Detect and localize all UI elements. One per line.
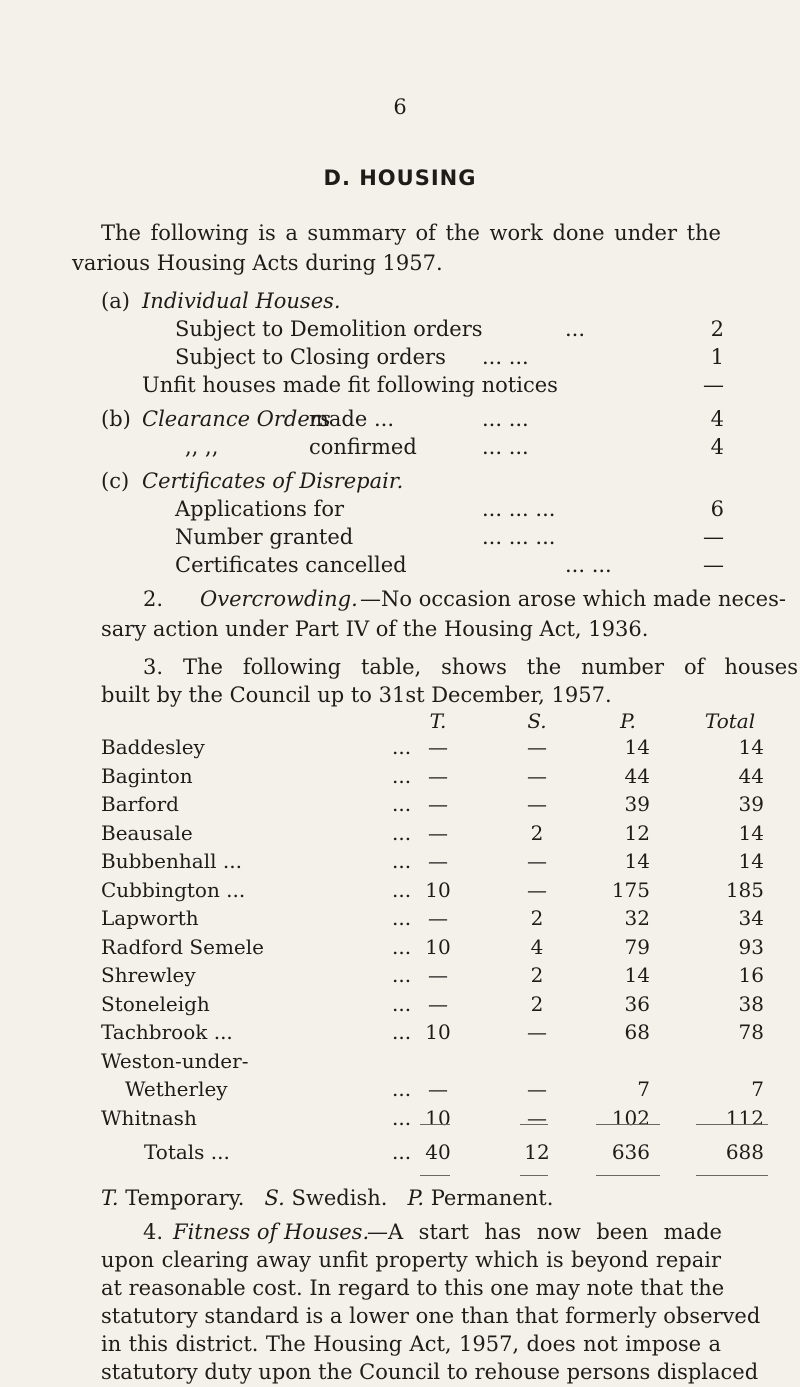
rule (520, 1124, 548, 1125)
cell-temporary: — (428, 1077, 448, 1101)
cell-permanent: 32 (624, 906, 650, 930)
cell-permanent: 175 (611, 877, 650, 902)
rule (696, 1175, 768, 1176)
unfit-houses-label: Unfit houses made fit following notices (142, 373, 558, 397)
cell-total: 93 (738, 934, 764, 959)
unfit-houses-value: — (703, 373, 724, 397)
rule (596, 1175, 660, 1176)
cell-temporary: — (428, 963, 448, 987)
para-4-number: 4. (143, 1220, 164, 1244)
cell-temporary: 10 (425, 877, 451, 902)
section-c-title: Certificates of Disrepair. (142, 469, 404, 493)
totals-temporary: 40 (425, 1140, 451, 1164)
cell-permanent: 68 (624, 1020, 650, 1044)
cell-swedish: 2 (530, 991, 544, 1016)
cell-temporary: — (428, 735, 448, 759)
section-b-label: (b) (101, 407, 131, 431)
ditto-marks: ,, ,, (185, 435, 219, 459)
intro-line-2: various Housing Acts during 1957. (72, 251, 443, 275)
row-name: Stoneleigh (101, 991, 210, 1016)
cell-permanent: 44 (624, 763, 650, 788)
certificates-cancelled-label: Certificates cancelled (175, 553, 407, 577)
leader-dots: ... ... ... (482, 497, 556, 521)
cell-total: 34 (738, 906, 764, 930)
cell-total: 38 (738, 991, 764, 1016)
row-dots: ... (392, 792, 412, 816)
leader-dots: ... ... (482, 345, 529, 369)
row-dots: ... (392, 849, 412, 873)
row-dots: ... (392, 1105, 412, 1130)
cell-swedish: 4 (530, 934, 544, 959)
cell-swedish: — (527, 1020, 547, 1044)
cell-temporary: — (428, 820, 448, 845)
table-legend (101, 1183, 553, 1213)
row-dots: ... (392, 820, 412, 845)
para-4-line-3: at reasonable cost. In regard to this one may note that the (101, 1276, 725, 1300)
cell-total: 39 (738, 792, 764, 816)
legend-s-text: Swedish. (291, 1186, 388, 1210)
cell-permanent: 14 (624, 963, 650, 987)
header-temporary: T. (429, 709, 447, 733)
para-2-line-2: sary action under Part IV of the Housing Act, 1936. (101, 617, 649, 641)
cell-permanent: 14 (624, 849, 650, 873)
cell-total: 14 (738, 735, 764, 759)
cell-total: 16 (738, 963, 764, 987)
rule (420, 1124, 450, 1125)
row-name: Whitnash (101, 1105, 197, 1130)
para-3-line-1: 3. The following table, shows the number of houses (143, 655, 798, 679)
cell-total: 78 (738, 1020, 764, 1044)
clearance-made-label: made ... (309, 407, 395, 431)
para-3-line-2: built by the Council up to 31st December, 1957. (101, 683, 612, 707)
cell-temporary: — (428, 906, 448, 930)
clearance-confirmed-value: 4 (710, 435, 724, 459)
para-4-line-1: —A start has now been made (367, 1220, 722, 1244)
header-total: Total (704, 709, 756, 733)
cell-permanent: 14 (624, 735, 650, 759)
row-name: Radford Semele (101, 934, 264, 959)
totals-permanent: 636 (611, 1140, 650, 1164)
leader-dots: ... ... (565, 553, 612, 577)
cell-swedish: — (527, 877, 547, 902)
legend-s-abbr: S. (264, 1186, 285, 1210)
cell-swedish: 2 (530, 963, 544, 987)
row-dots: ... (392, 906, 412, 930)
cell-swedish: — (527, 792, 547, 816)
totals-dots: ... (392, 1140, 412, 1164)
para-4-line-2: upon clearing away unfit property which is beyond repair (101, 1248, 721, 1272)
row-dots: ... (392, 934, 412, 959)
cell-total: 14 (738, 820, 764, 845)
cell-permanent: 12 (624, 820, 650, 845)
legend-t-text: Temporary. (125, 1186, 245, 1210)
row-name: Tachbrook ... (101, 1020, 233, 1044)
cell-temporary: — (428, 849, 448, 873)
number-granted-value: — (703, 525, 724, 549)
cell-permanent: 102 (611, 1105, 650, 1130)
para-4-heading: Fitness of Houses. (173, 1220, 370, 1244)
cell-swedish: — (527, 763, 547, 788)
clearance-made-value: 4 (710, 407, 724, 431)
cell-temporary: — (428, 763, 448, 788)
row-name: Shrewley (101, 963, 196, 987)
certificates-cancelled-value: — (703, 553, 724, 577)
row-dots: ... (392, 1020, 412, 1044)
para-2-heading: Overcrowding. (200, 587, 358, 611)
row-name: Baginton (101, 763, 193, 788)
cell-total: 7 (751, 1077, 764, 1101)
cell-swedish: — (527, 849, 547, 873)
header-permanent: P. (620, 709, 636, 733)
header-swedish: S. (527, 709, 547, 733)
cell-permanent: 36 (624, 991, 650, 1016)
leader-dots: ... ... (482, 435, 529, 459)
cell-temporary: 10 (425, 1020, 451, 1044)
row-name: Wetherley (125, 1077, 228, 1101)
closing-orders-value: 1 (710, 345, 724, 369)
clearance-confirmed-label: confirmed (309, 435, 417, 459)
section-c-label: (c) (101, 469, 130, 493)
para-2-line-1: —No occasion arose which made neces- (360, 587, 786, 611)
cell-temporary: — (428, 792, 448, 816)
clearance-orders-title: Clearance Orders (142, 407, 331, 431)
cell-temporary: 10 (425, 1105, 451, 1130)
cell-temporary: 10 (425, 934, 451, 959)
row-dots: ... (392, 1077, 412, 1101)
cell-swedish: — (527, 735, 547, 759)
para-4-line-6: statutory duty upon the Council to rehouse persons displaced (101, 1360, 759, 1384)
row-dots: ... (392, 877, 412, 902)
row-name: Cubbington ... (101, 877, 246, 902)
demolition-orders-label: Subject to Demolition orders (175, 317, 483, 341)
rule (596, 1124, 660, 1125)
section-title: D. HOUSING (323, 166, 477, 190)
totals-swedish: 12 (524, 1140, 550, 1164)
page-number: 6 (393, 95, 407, 119)
cell-permanent: 79 (624, 934, 650, 959)
closing-orders-label: Subject to Closing orders (175, 345, 446, 369)
cell-swedish: 2 (530, 820, 544, 845)
cell-swedish: — (527, 1077, 547, 1101)
leader-dots: ... (565, 317, 586, 341)
applications-label: Applications for (175, 497, 344, 521)
row-dots: ... (392, 991, 412, 1016)
para-4-line-5: in this district. The Housing Act, 1957, does not impose a (101, 1332, 721, 1356)
rule (520, 1175, 548, 1176)
number-granted-label: Number granted (175, 525, 354, 549)
row-dots: ... (392, 763, 412, 788)
cell-permanent: 7 (637, 1077, 650, 1101)
row-name: Weston-under- (101, 1048, 249, 1073)
row-name: Barford (101, 792, 179, 816)
row-dots: ... (392, 963, 412, 987)
cell-swedish: 2 (530, 906, 544, 930)
leader-dots: ... ... ... (482, 525, 556, 549)
row-name: Lapworth (101, 906, 199, 930)
intro-line-1: The following is a summary of the work done under the (101, 221, 721, 245)
row-name: Beausale (101, 820, 193, 845)
cell-total: 112 (725, 1105, 764, 1130)
section-a-label: (a) (101, 289, 130, 313)
cell-total: 14 (738, 849, 764, 873)
cell-temporary: — (428, 991, 448, 1016)
cell-total: 44 (738, 763, 764, 788)
legend-p-abbr: P. (407, 1186, 425, 1210)
legend-p-text: Permanent. (430, 1186, 554, 1210)
applications-value: 6 (710, 497, 724, 521)
row-dots: ... (392, 735, 412, 759)
section-a-title: Individual Houses. (142, 289, 341, 313)
demolition-orders-value: 2 (710, 317, 724, 341)
para-2-number: 2. (143, 587, 164, 611)
row-name: Baddesley (101, 735, 205, 759)
para-4-line-4: statutory standard is a lower one than that formerly observed (101, 1304, 761, 1328)
totals-total: 688 (725, 1140, 764, 1164)
cell-total: 185 (725, 877, 764, 902)
leader-dots: ... ... (482, 407, 529, 431)
cell-swedish: — (527, 1105, 547, 1130)
rule (420, 1175, 450, 1176)
totals-label: Totals ... (144, 1140, 230, 1164)
cell-permanent: 39 (624, 792, 650, 816)
legend-t-abbr: T. (101, 1186, 119, 1210)
rule (696, 1124, 768, 1125)
row-name: Bubbenhall ... (101, 849, 242, 873)
